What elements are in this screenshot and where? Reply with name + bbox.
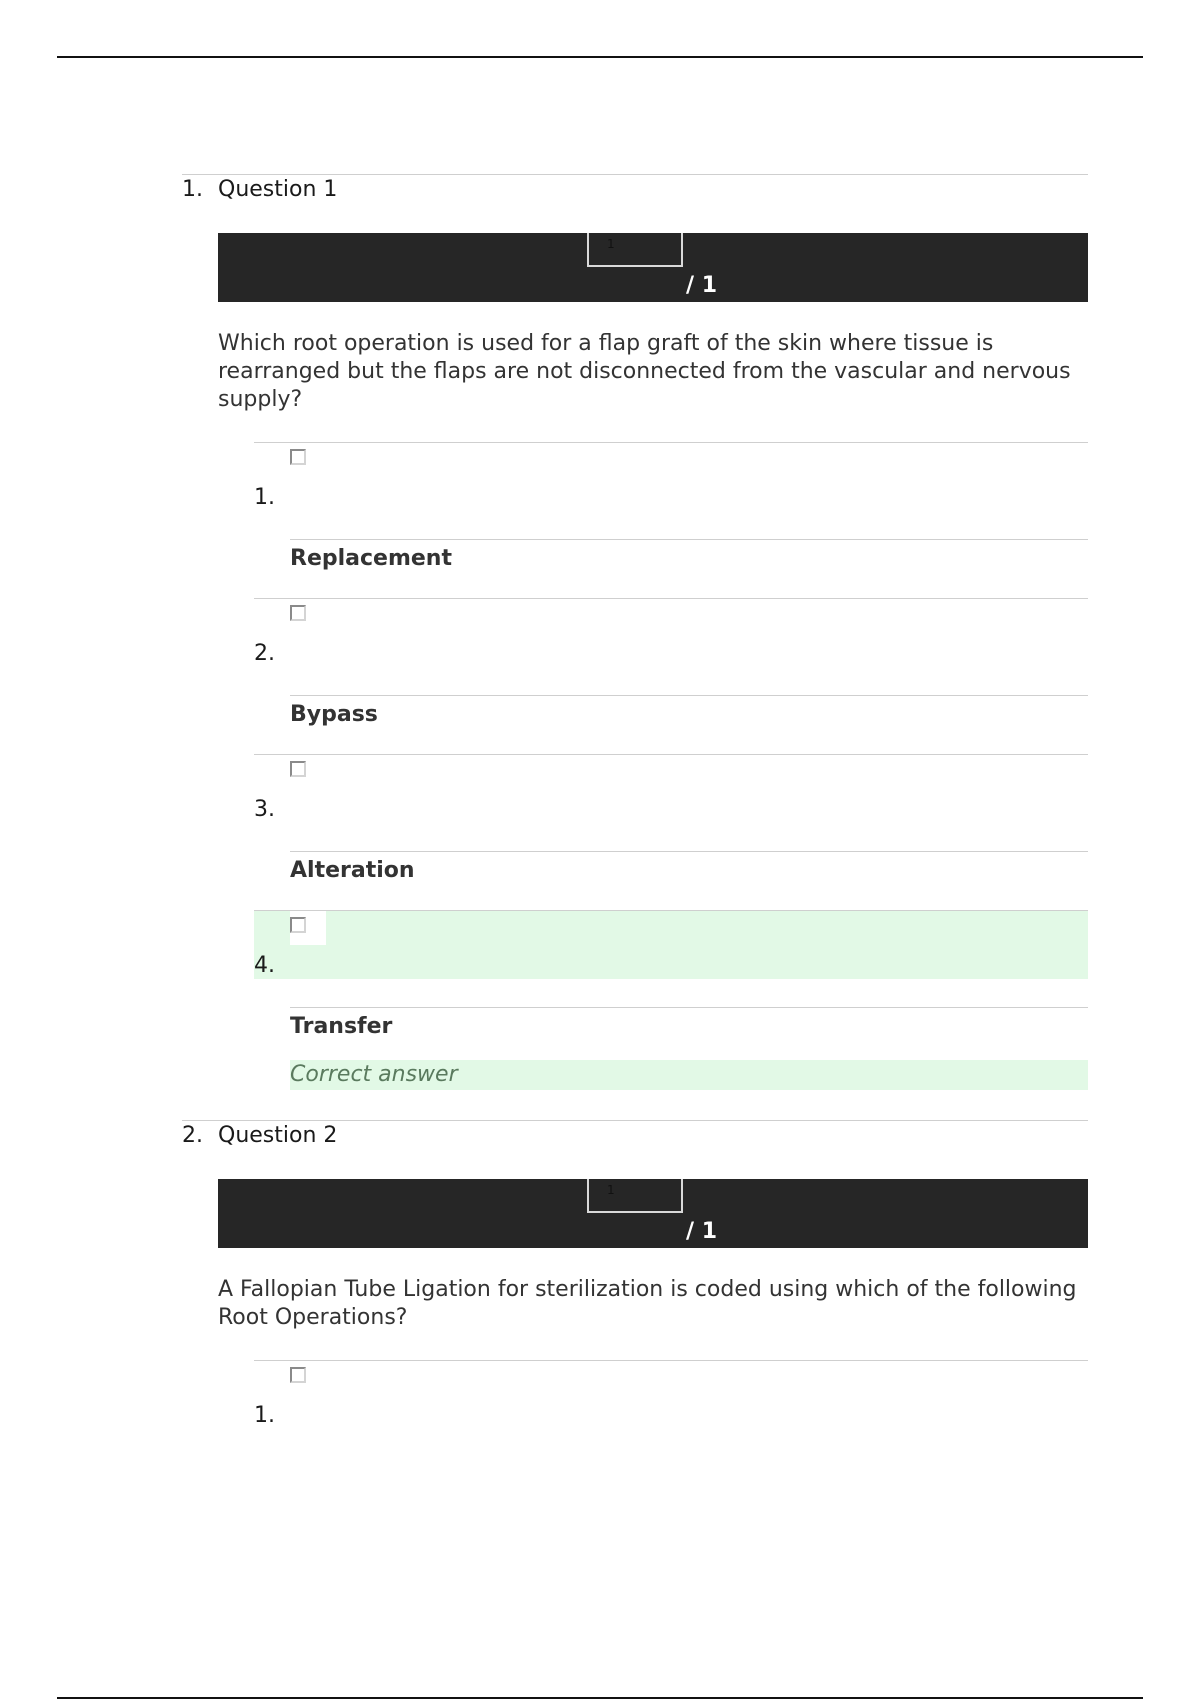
correct-answer-badge: Correct answer bbox=[290, 1060, 1088, 1090]
checkbox-icon[interactable] bbox=[290, 1367, 306, 1383]
score-bar bbox=[218, 233, 1088, 302]
question-text: A Fallopian Tube Ligation for sterilization is coded using which of the following Root Operations? bbox=[218, 1277, 1077, 1330]
option-number: 2. bbox=[254, 641, 275, 666]
checkbox-icon[interactable] bbox=[290, 605, 306, 621]
question-1 bbox=[182, 174, 1088, 1118]
question-2 bbox=[182, 1120, 1088, 1441]
checkbox-wrapper bbox=[290, 911, 326, 945]
question-number: 1. bbox=[182, 177, 203, 202]
option-number: 1. bbox=[254, 485, 275, 510]
checkbox-icon[interactable] bbox=[290, 761, 306, 777]
question-number: 2. bbox=[182, 1123, 203, 1148]
option-label: Transfer bbox=[290, 1014, 393, 1039]
option-alteration bbox=[254, 754, 1088, 910]
answer-options bbox=[254, 1360, 1088, 1441]
question-title: Question 1 bbox=[218, 177, 338, 202]
question-header bbox=[182, 174, 1088, 233]
checkbox-icon[interactable] bbox=[290, 449, 306, 465]
score-total: / 1 bbox=[686, 273, 718, 298]
option-number: 4. bbox=[254, 953, 275, 978]
answer-options bbox=[254, 442, 1088, 1090]
score-input[interactable]: 1 bbox=[587, 1179, 683, 1213]
option-1 bbox=[254, 1360, 1088, 1441]
option-bypass bbox=[254, 598, 1088, 754]
option-label: Alteration bbox=[290, 858, 415, 883]
page-bottom-rule bbox=[57, 1697, 1143, 1699]
checkbox-icon[interactable] bbox=[290, 917, 306, 933]
question-title: Question 2 bbox=[218, 1123, 338, 1148]
option-label: Replacement bbox=[290, 546, 452, 571]
option-number: 1. bbox=[254, 1403, 275, 1428]
question-header bbox=[182, 1120, 1088, 1179]
option-replacement bbox=[254, 442, 1088, 598]
page-top-rule bbox=[57, 56, 1143, 58]
option-transfer bbox=[254, 910, 1088, 1090]
question-text: Which root operation is used for a flap graft of the skin where tissue is rearranged but the flaps are not disconnected from the vascular and nervous supply? bbox=[218, 331, 1071, 412]
score-input[interactable]: 1 bbox=[587, 233, 683, 267]
score-bar bbox=[218, 1179, 1088, 1248]
option-number: 3. bbox=[254, 797, 275, 822]
option-label: Bypass bbox=[290, 702, 378, 727]
score-total: / 1 bbox=[686, 1219, 718, 1244]
